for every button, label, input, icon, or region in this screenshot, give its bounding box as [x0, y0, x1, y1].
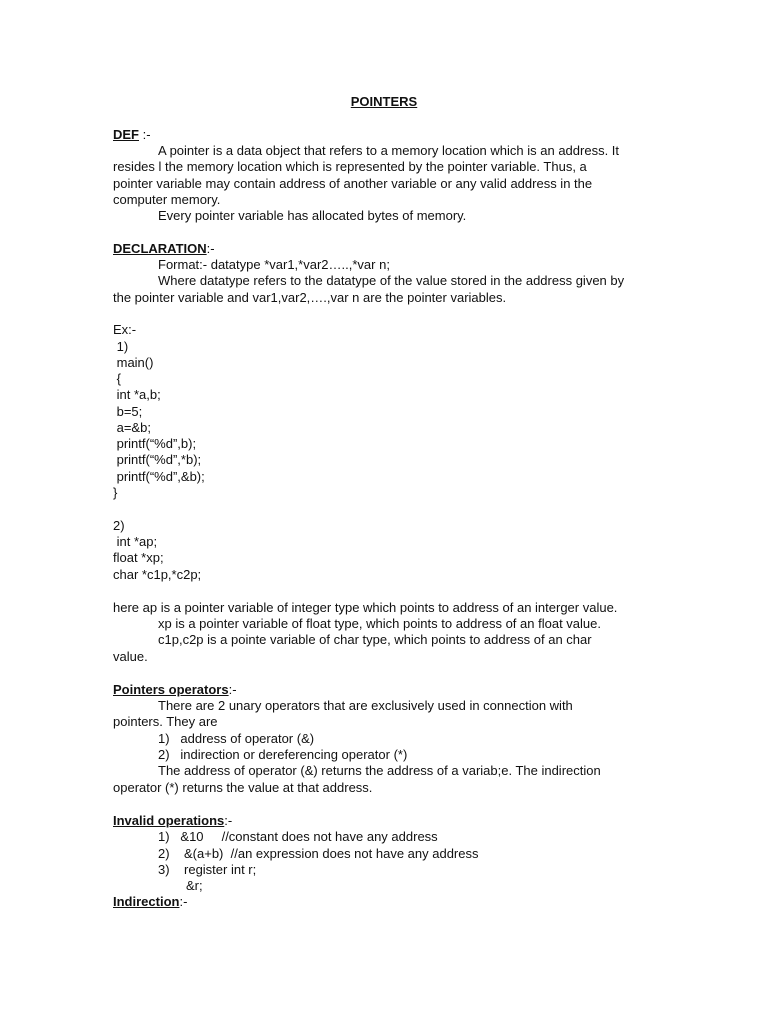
code-line: main() [113, 355, 154, 370]
code-line: float *xp; [113, 550, 164, 565]
explain-line: here ap is a pointer variable of integer type which points to address of an interger value. [113, 600, 618, 615]
operators-list-item: 2) indirection or dereferencing operator (*) [158, 747, 408, 762]
operators-line: The address of operator (&) returns the address of a variab;e. The indirection [158, 763, 601, 778]
def-line: resides l the memory location which is represented by the pointer variable. Thus, a [113, 159, 587, 174]
invalid-heading-line [113, 813, 232, 829]
def-line: A pointer is a data object that refers to a memory location which is an address. It [158, 143, 620, 158]
explain-line: xp is a pointer variable of float type, which points to address of an float value. [158, 616, 601, 631]
code-line: int *a,b; [113, 387, 161, 402]
operators-line: operator (*) returns the value at that address. [113, 780, 373, 795]
indirection-heading-suffix: :- [179, 894, 188, 909]
invalid-list-item: 3) register int r; [158, 862, 257, 877]
operators-heading-suffix: :- [228, 682, 237, 697]
def-line: computer memory. [113, 192, 221, 207]
code-line: a=&b; [113, 420, 151, 435]
def-line: pointer variable may contain address of another variable or any valid address in the [113, 176, 593, 191]
example-label: Ex:- [113, 322, 137, 337]
declaration-line: Format:- datatype *var1,*var2…..,*var n; [158, 257, 390, 272]
code-line: } [113, 485, 118, 500]
code-line: printf(“%d”,b); [113, 436, 197, 451]
operators-heading: Pointers operators [113, 682, 229, 697]
def-heading-line [113, 127, 151, 143]
code-line: { [113, 371, 121, 386]
indirection-heading-line [113, 894, 187, 910]
code-line: 2) [113, 518, 125, 533]
explain-line: value. [113, 649, 148, 664]
declaration-line: the pointer variable and var1,var2,….,var n are the pointer variables. [113, 290, 507, 305]
declaration-heading: DECLARATION [113, 241, 207, 256]
code-line: printf(“%d”,*b); [113, 452, 202, 467]
code-line: 1) [113, 339, 129, 354]
explain-line: c1p,c2p is a pointe variable of char type, which points to address of an char [158, 632, 592, 647]
page-title: POINTERS [350, 94, 418, 109]
code-line: b=5; [113, 404, 143, 419]
operators-heading-line [113, 682, 237, 698]
declaration-heading-line [113, 241, 215, 257]
operators-line: There are 2 unary operators that are exclusively used in connection with [158, 698, 573, 713]
def-heading-suffix: :- [139, 127, 151, 142]
invalid-heading-suffix: :- [224, 813, 233, 828]
invalid-list-item: &r; [186, 878, 203, 893]
operators-list-item: 1) address of operator (&) [158, 731, 315, 746]
code-line: char *c1p,*c2p; [113, 567, 202, 582]
def-line: Every pointer variable has allocated bytes of memory. [158, 208, 467, 223]
def-heading: DEF [113, 127, 139, 142]
indirection-heading: Indirection [113, 894, 180, 909]
invalid-list-item: 2) &(a+b) //an expression does not have any address [158, 846, 479, 861]
code-line: printf(“%d”,&b); [113, 469, 205, 484]
operators-line: pointers. They are [113, 714, 218, 729]
code-line: int *ap; [113, 534, 158, 549]
invalid-list-item: 1) &10 //constant does not have any address [158, 829, 438, 844]
declaration-heading-suffix: :- [206, 241, 215, 256]
declaration-line: Where datatype refers to the datatype of the value stored in the address given by [158, 273, 625, 288]
invalid-heading: Invalid operations [113, 813, 225, 828]
